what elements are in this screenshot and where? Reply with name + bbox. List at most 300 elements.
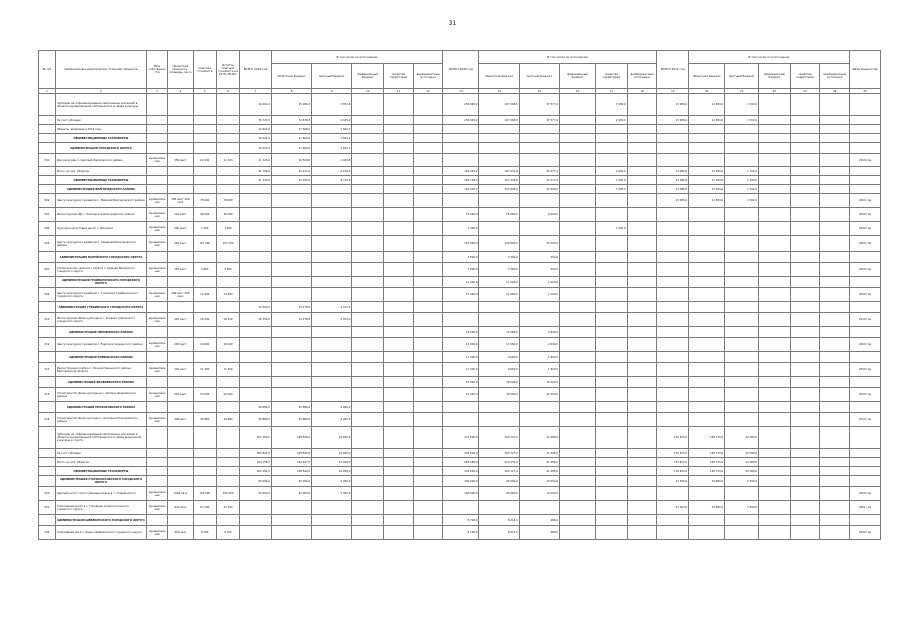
row-value [443,143,479,154]
table-row [39,377,881,388]
row-value [595,327,627,338]
row-value: 262 822,0 [240,449,272,458]
row-value [657,526,689,540]
row-capacity: 200 мест [168,222,193,236]
row-value: 11 323,0 [240,154,272,167]
row-value [595,377,627,388]
row-value [240,526,272,540]
table-row [39,263,881,277]
row-number: 504 [39,222,56,236]
row-value [820,515,850,526]
row-value: 2 640,0 [519,327,559,338]
row-commission-year [850,377,881,388]
row-value [820,236,850,252]
row-value: 199 156,0 [240,458,272,467]
row-value [820,277,850,288]
row-value [790,402,820,413]
row-value: 2 640,0 [519,338,559,352]
row-cost [193,185,216,194]
row-value [595,194,627,208]
row-name: Объекты, вводимые в 2019 году [55,125,146,134]
row-value [820,176,850,185]
row-value [759,277,791,288]
row-value: 1 800,0 [519,363,559,377]
row-capacity: 250 мест [168,388,193,402]
row-commission-year [850,302,881,313]
row-value: 500,0 [519,252,559,263]
row-value [790,277,820,288]
row-value [790,134,820,143]
row-value: 100 000,0 [443,476,479,487]
row-value [627,338,657,352]
header-source: федеральный бюджет [559,64,595,89]
row-capacity [168,277,193,288]
column-number: 12 [413,89,443,94]
row-cost: 78 000 [193,194,216,208]
row-value [759,427,791,449]
row-value [559,302,595,313]
row-value [759,176,791,185]
row-value: 334 600,0 [443,449,479,458]
row-capacity [168,302,193,313]
row-value [725,263,759,277]
row-value [352,277,384,288]
row-value: 8 700,0 [443,515,479,526]
row-value: 500,0 [519,263,559,277]
row-value: 11 384,0 [689,176,725,185]
row-value [627,154,657,167]
row-ownership [147,252,168,263]
row-remaining [216,377,239,388]
row-value: 16 000,0 [443,327,479,338]
row-value [657,208,689,222]
row-ownership: муниципальная [147,526,168,540]
row-name: АДМИНИСТРАЦИЯ ГОРОДСКОГО ОКРУГА [55,143,146,154]
row-value [689,277,725,288]
row-value [820,125,850,134]
row-value [725,236,759,252]
row-value: 1 702,0 [725,176,759,185]
row-value [820,116,850,125]
row-value [384,427,414,449]
row-value [519,313,559,327]
column-number: 9 [312,89,352,94]
table-row [39,413,881,427]
row-value: 19 422,9 [240,143,272,154]
row-number [39,302,56,313]
row-value [725,338,759,352]
row-value [559,458,595,467]
row-cost [193,467,216,476]
row-value [790,313,820,327]
row-value [627,185,657,194]
table-row [39,338,881,352]
row-name: Строительство сельского клуба в с. Уразово Валуйского городского округа [55,263,146,277]
row-value [820,402,850,413]
row-value [725,377,759,388]
row-value [559,154,595,167]
row-value [759,402,791,413]
row-value: 14 278,0 [271,302,311,313]
row-value [413,313,443,327]
row-name: Спортивный зал в с. Бирюч Шебекинского городского округа [55,526,146,540]
row-value [595,277,627,288]
row-value [559,288,595,302]
row-value [627,277,657,288]
row-value: 7 400,0 [443,222,479,236]
column-number: 17 [595,89,627,94]
row-value [759,476,791,487]
row-value: 3 872,6 [312,94,352,116]
row-commission-year [850,94,881,116]
header-source: федеральный бюджет [759,64,791,89]
row-value [413,363,443,377]
row-cost: 3 800 [193,263,216,277]
row-value [657,134,689,143]
row-name: АДМИНИСТРАЦИЯ БЕЛГОРОДСКОГО РАЙОНА [55,185,146,194]
row-value [413,263,443,277]
row-value [627,449,657,458]
row-capacity [168,125,193,134]
row-value [790,467,820,476]
row-value [519,222,559,236]
row-name: НЕИНВЕСТИЦИОННЫЕ ТРАНСФЕРТЫ [55,176,146,185]
row-value [689,402,725,413]
row-value [271,352,311,363]
row-value [759,413,791,427]
row-value [519,302,559,313]
row-value [627,116,657,125]
row-value [384,526,414,540]
row-value [689,288,725,302]
row-cost: 11 400 [193,363,216,377]
row-cost: 36 000 [193,208,216,222]
row-value [759,125,791,134]
row-name: Всего, из них: Объекты [55,458,146,467]
row-value [352,501,384,515]
row-value: 27 300,0 [657,476,689,487]
row-value [384,208,414,222]
row-value [725,252,759,263]
row-remaining [216,94,239,116]
row-value [820,263,850,277]
row-value [240,352,272,363]
header-cost: Сметная стоимость [193,51,216,89]
row-value [384,388,414,402]
row-commission-year [850,143,881,154]
row-capacity [168,515,193,526]
row-ownership: муниципальная [147,222,168,236]
row-value [689,487,725,501]
column-number: 21 [725,89,759,94]
row-value [559,402,595,413]
row-value [790,185,820,194]
row-ownership [147,167,168,176]
row-ownership [147,352,168,363]
row-value [595,402,627,413]
row-value [384,515,414,526]
row-value [413,143,443,154]
row-value: 238 405,2 [443,116,479,125]
row-value [384,487,414,501]
row-value: 16 000,0 [443,338,479,352]
column-number: 20 [689,89,725,94]
row-name: Центр культурного развития с. Майский Белгородского района [55,194,146,208]
header-name: Наименование мероприятия, отраслей, объектов [55,51,146,89]
row-value [657,302,689,313]
row-ownership: муниципальная [147,236,168,252]
row-value [443,154,479,167]
row-value [352,143,384,154]
row-ownership [147,116,168,125]
row-value: 12 400,0 [443,277,479,288]
row-capacity: 150 мест [168,313,193,327]
row-cost: 155 000 [193,487,216,501]
row-value: 1 702,0 [725,194,759,208]
row-value: 2 072,0 [312,302,352,313]
row-commission-year: 2020 год [850,388,881,402]
table-row [39,252,881,263]
row-value [384,458,414,467]
row-value [271,363,311,377]
row-capacity [168,94,193,116]
row-remaining [216,125,239,134]
row-value [689,208,725,222]
row-value [790,194,820,208]
row-commission-year: 2020 год [850,222,881,236]
row-number [39,402,56,413]
row-ownership: муниципальная [147,154,168,167]
row-value [240,288,272,302]
row-value [657,487,689,501]
row-value [595,263,627,277]
row-value [413,125,443,134]
row-cost: 7 400 [193,222,216,236]
row-value [240,252,272,263]
row-value: 52 000,0 [443,377,479,388]
row-value: 25 477,4 [519,167,559,176]
row-value [559,143,595,154]
row-remaining [216,476,239,487]
row-value [559,277,595,288]
row-value [352,176,384,185]
row-value [790,487,820,501]
row-value [759,388,791,402]
row-value [759,338,791,352]
row-value [413,526,443,540]
row-value [559,313,595,327]
row-value [759,236,791,252]
column-number: 19 [657,89,689,94]
column-number: 4 [168,89,193,94]
row-remaining [216,302,239,313]
table-row [39,176,881,185]
row-value [657,313,689,327]
row-value [519,143,559,154]
row-value: 6 000,0 [519,208,559,222]
row-value [689,313,725,327]
row-value: 148 733,0 [689,458,725,467]
row-cost [193,143,216,154]
row-cost [193,377,216,388]
row-value [413,116,443,125]
row-ownership [147,458,168,467]
row-cost [193,134,216,143]
row-commission-year [850,458,881,467]
row-value: 2 500,0 [725,501,759,515]
row-name: АДМИНИСТРАЦИЯ ЯКОВЛЕВСКОГО РАЙОНА [55,377,146,388]
table-row [39,236,881,252]
row-value: 148 733,0 [689,467,725,476]
row-capacity [168,134,193,143]
row-value [352,185,384,194]
row-value [657,252,689,263]
row-name: За счет субсидии [55,116,146,125]
row-capacity [168,176,193,185]
row-ownership [147,427,168,449]
row-value [759,167,791,176]
row-value [443,501,479,515]
row-value [312,352,352,363]
row-value [759,134,791,143]
row-value [479,154,519,167]
row-capacity [168,458,193,467]
row-value [271,327,311,338]
header-total-2020: ВСЕГО 2020 год [443,51,479,89]
row-number [39,252,56,263]
row-value [352,167,384,176]
row-value [595,143,627,154]
row-value [559,263,595,277]
row-number [39,327,56,338]
row-value [352,526,384,540]
row-remaining [216,515,239,526]
row-value: 13 086,0 [657,176,689,185]
row-value [759,313,791,327]
row-value [790,176,820,185]
row-value: 37 577,4 [519,116,559,125]
row-value [759,154,791,167]
table-row [39,515,881,526]
row-value [627,487,657,501]
row-remaining: 11 323 [216,154,239,167]
row-value [240,327,272,338]
row-value [384,467,414,476]
row-remaining [216,402,239,413]
row-value [559,167,595,176]
row-value [595,413,627,427]
row-value [559,222,595,236]
row-number: 510 [39,313,56,327]
row-commission-year: 2020 год [850,263,881,277]
row-value [271,236,311,252]
row-value [790,94,820,116]
row-value [413,458,443,467]
table-row [39,327,881,338]
row-cost [193,167,216,176]
column-number: 15 [519,89,559,94]
row-number: 502 [39,194,56,208]
row-value [627,125,657,134]
row-value [759,143,791,154]
row-value [595,467,627,476]
row-value [759,352,791,363]
row-capacity [168,467,193,476]
row-value [790,167,820,176]
row-value [352,302,384,313]
row-value [790,363,820,377]
row-value [271,194,311,208]
row-value [595,154,627,167]
row-value [627,288,657,302]
row-cost: 52 000 [193,388,216,402]
row-value [790,288,820,302]
row-value [790,302,820,313]
row-value [352,125,384,134]
row-value: 11 400,0 [479,288,519,302]
row-value [352,377,384,388]
row-value: 41 700,6 [240,167,272,176]
row-value [384,167,414,176]
row-value: 52 000,0 [443,388,479,402]
row-capacity [168,377,193,388]
row-value: 3 800,0 [443,252,479,263]
table-row [39,388,881,402]
row-ownership [147,377,168,388]
row-value [725,363,759,377]
row-value [559,338,595,352]
row-number [39,143,56,154]
row-value [352,236,384,252]
row-value [689,134,725,143]
row-value [413,427,443,449]
row-value [790,458,820,467]
row-value [595,476,627,487]
row-value [759,467,791,476]
row-value [725,208,759,222]
row-capacity: 300 мест [168,413,193,427]
row-value [312,338,352,352]
row-value: 22 080,0 [725,449,759,458]
row-value [820,467,850,476]
row-value [595,313,627,327]
row-value [759,302,791,313]
row-value [413,302,443,313]
row-value [595,252,627,263]
row-value [790,427,820,449]
row-number: 515 [39,388,56,402]
row-value: 5 000,0 [312,487,352,501]
row-value [384,402,414,413]
row-value: 32 499,2 [519,185,559,194]
row-value [689,413,725,427]
column-number: 1 [39,89,56,94]
row-capacity: 200 мест [168,338,193,352]
row-value [595,134,627,143]
row-value [595,501,627,515]
row-value: 219 376,0 [479,458,519,467]
row-remaining [216,116,239,125]
row-value [352,427,384,449]
row-cost [193,515,216,526]
row-value [479,222,519,236]
row-value [384,313,414,327]
row-value [657,277,689,288]
row-value [479,302,519,313]
row-commission-year [850,327,881,338]
row-value: 17 600,0 [271,125,311,134]
row-value [271,377,311,388]
